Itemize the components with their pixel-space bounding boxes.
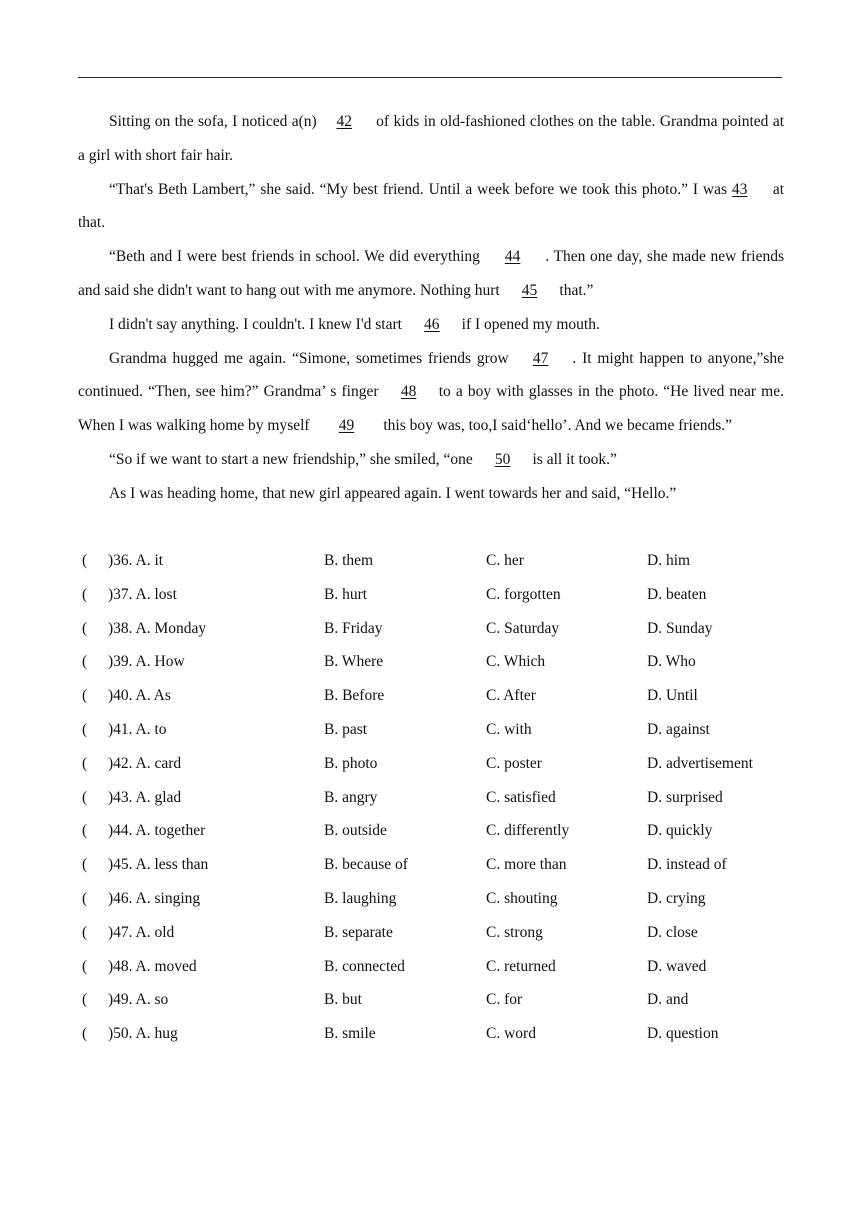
text: is all it took.” <box>528 450 617 468</box>
option-d: D. Until <box>647 687 698 705</box>
text: if I opened my mouth. <box>457 315 600 333</box>
answer-paren: ( <box>82 991 88 1009</box>
paragraph-3 <box>78 240 784 308</box>
text: “That's Beth Lambert,” she said. “My best friend. Until a week before we took this photo.” I was <box>109 180 732 198</box>
option-a: )49. A. so <box>108 991 169 1009</box>
answer-paren: ( <box>82 923 88 941</box>
question-row-39 <box>78 645 798 679</box>
question-row-45 <box>78 848 798 882</box>
option-a: )39. A. How <box>108 653 185 671</box>
option-d: D. crying <box>647 889 706 907</box>
question-row-50 <box>78 1017 798 1051</box>
option-d: D. advertisement <box>647 754 753 772</box>
option-a: )36. A. it <box>108 552 164 569</box>
answer-paren: ( <box>82 1025 88 1043</box>
option-c: C. with <box>486 720 532 738</box>
option-d: D. against <box>647 720 710 738</box>
passage <box>78 105 784 511</box>
paragraph-4 <box>78 308 784 342</box>
option-b: B. Friday <box>324 619 383 637</box>
option-c: C. poster <box>486 754 542 772</box>
option-d: D. beaten <box>647 585 707 603</box>
option-b: B. hurt <box>324 585 368 603</box>
blank-46: 46 <box>424 315 440 333</box>
option-b: B. because of <box>324 856 408 874</box>
option-d: D. question <box>647 1025 719 1043</box>
option-a: )44. A. together <box>108 822 206 840</box>
paragraph-2 <box>78 173 784 241</box>
text: I didn't say anything. I couldn't. I knew I'd start <box>109 315 406 333</box>
option-b: B. photo <box>324 754 378 772</box>
option-a: )38. A. Monday <box>108 619 207 637</box>
option-a: )42. A. card <box>108 754 182 772</box>
answer-paren: ( <box>82 653 88 671</box>
text: to a boy with glasses in the photo. “He lived near me. When I was walking home by myself <box>78 383 784 435</box>
question-row-38 <box>78 612 798 646</box>
text: that.” <box>555 281 594 299</box>
option-c: C. After <box>486 687 536 705</box>
option-d: D. Sunday <box>647 619 713 637</box>
option-b: B. past <box>324 720 368 738</box>
option-b: B. Before <box>324 687 385 705</box>
option-b: B. Where <box>324 653 384 671</box>
question-row-42 <box>78 747 798 781</box>
option-c: C. her <box>486 552 524 569</box>
question-row-40 <box>78 679 798 713</box>
blank-50: 50 <box>494 450 511 468</box>
answer-paren: ( <box>82 822 88 840</box>
text: of kids in old-fashioned clothes on the table. Grandma pointed at a girl with short fair hair. <box>78 113 784 164</box>
option-b: B. smile <box>324 1025 376 1043</box>
option-b: B. connected <box>324 957 405 975</box>
option-b: B. but <box>324 991 362 1009</box>
blank-48: 48 <box>400 383 417 401</box>
text: at that. <box>78 180 785 232</box>
answer-paren: ( <box>82 720 88 738</box>
answer-paren: ( <box>82 754 88 772</box>
option-d: D. him <box>647 552 691 569</box>
text: . It might happen to anyone,”she continued. “Then, see him?” Grandma’ s finger <box>78 349 784 401</box>
option-a: )48. A. moved <box>108 957 197 975</box>
question-row-48 <box>78 950 798 984</box>
option-c: C. forgotten <box>486 585 561 603</box>
option-a: )37. A. lost <box>108 585 177 603</box>
option-c: C. word <box>486 1025 536 1043</box>
question-row-37 <box>78 578 798 612</box>
answer-paren: ( <box>82 788 88 806</box>
paragraph-1 <box>78 105 784 173</box>
option-d: D. quickly <box>647 822 713 840</box>
option-d: D. and <box>647 991 689 1009</box>
header-rule <box>78 77 782 78</box>
answer-paren: ( <box>82 687 88 705</box>
answer-paren: ( <box>82 889 88 907</box>
question-row-36 <box>78 544 798 578</box>
option-c: C. shouting <box>486 889 558 907</box>
option-b: B. laughing <box>324 889 397 907</box>
option-a: )46. A. singing <box>108 889 201 907</box>
option-c: C. returned <box>486 957 556 975</box>
blank-44: 44 <box>504 248 521 266</box>
option-c: C. strong <box>486 923 543 941</box>
option-a: )41. A. to <box>108 720 167 738</box>
answer-paren: ( <box>82 856 88 874</box>
text: Sitting on the sofa, I noticed a(n) <box>109 113 317 130</box>
question-row-44 <box>78 814 798 848</box>
text: Grandma hugged me again. “Simone, sometimes friends grow <box>109 349 515 367</box>
option-a: )50. A. hug <box>108 1025 178 1043</box>
option-d: D. Who <box>647 653 696 671</box>
blank-43: 43 <box>731 180 748 198</box>
option-c: C. satisfied <box>486 788 556 806</box>
option-a: )45. A. less than <box>108 856 209 874</box>
option-d: D. waved <box>647 957 707 975</box>
question-row-46 <box>78 882 798 916</box>
option-b: B. outside <box>324 822 387 840</box>
paragraph-7: As I was heading home, that new girl appeared again. I went towards her and said, “Hello.” <box>109 484 677 502</box>
answer-paren: ( <box>82 585 88 603</box>
option-c: C. more than <box>486 856 567 874</box>
option-c: C. Which <box>486 653 546 671</box>
option-d: D. close <box>647 923 698 941</box>
option-b: B. them <box>324 552 374 569</box>
answer-paren: ( <box>82 619 88 637</box>
option-d: D. surprised <box>647 788 723 806</box>
option-b: B. separate <box>324 923 393 941</box>
text: this boy was, too,I said‘hello’. And we became friends.” <box>379 417 733 435</box>
option-a: )43. A. glad <box>108 788 182 806</box>
text: “Beth and I were best friends in school. We did everything <box>109 248 485 266</box>
answer-paren: ( <box>82 957 88 975</box>
blank-49: 49 <box>338 417 355 435</box>
option-b: B. angry <box>324 788 378 806</box>
option-d: D. instead of <box>647 856 727 874</box>
question-row-43 <box>78 781 798 815</box>
blank-42: 42 <box>336 113 352 130</box>
option-c: C. for <box>486 991 523 1009</box>
option-c: C. Saturday <box>486 619 560 637</box>
text: “So if we want to start a new friendship,” she smiled, “one <box>109 450 477 468</box>
blank-47: 47 <box>532 349 549 367</box>
question-row-47 <box>78 916 798 950</box>
question-row-49 <box>78 983 798 1017</box>
option-a: )40. A. As <box>108 687 171 705</box>
option-c: C. differently <box>486 822 570 840</box>
text: . Then one day, she made new friends and said she didn't want to hang out with me anymore. Nothing hurt <box>78 248 785 299</box>
paragraph-6 <box>78 443 784 477</box>
paragraph-5 <box>78 342 784 443</box>
question-row-41 <box>78 713 798 747</box>
answer-paren: ( <box>82 552 88 569</box>
option-a: )47. A. old <box>108 923 175 941</box>
blank-45: 45 <box>521 281 538 299</box>
question-list <box>78 544 798 1051</box>
